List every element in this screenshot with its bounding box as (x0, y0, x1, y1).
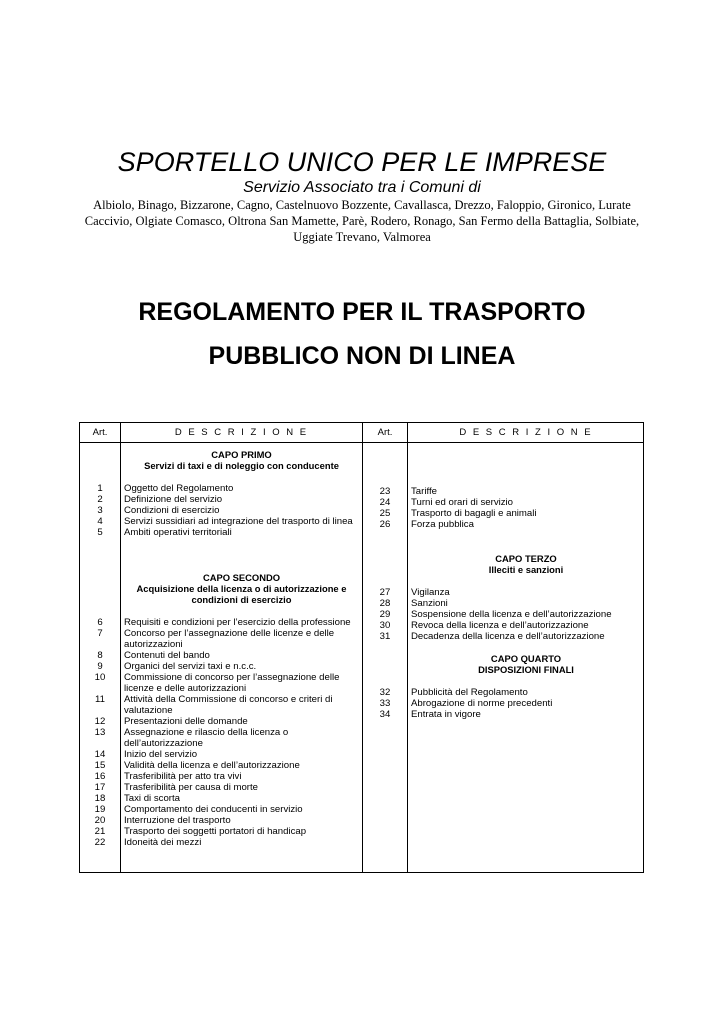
table-of-contents (79, 422, 644, 873)
article-number: 15 (94, 760, 106, 771)
article-number: 31 (379, 631, 391, 642)
article-titles-group-4 (411, 587, 643, 642)
article-number: 32 (379, 687, 391, 698)
article-title: Vigilanza (411, 587, 450, 598)
article-title: Decadenza della licenza e dell’autorizzazione (411, 631, 605, 642)
article-title: Presentazioni delle domande (124, 716, 248, 727)
article-numbers-group-2 (80, 617, 120, 848)
article-titles-group-2 (124, 617, 360, 848)
article-title: Trasporto dei soggetti portatori di handicap (124, 826, 307, 837)
municipalities-list: Albiolo, Binago, Bizzarone, Cagno, Castelnuovo Bozzente, Cavallasca, Drezzo, Faloppio, Gironico, Lurate Caccivio, Olgiate Comasco, Oltrona San Mamette, Parè, Rodero, Ronago, San Fermo della Battaglia, Solbiate, Uggiate Trevano, Valmorea (84, 198, 640, 244)
article-number-spacer (80, 738, 120, 749)
article-title: Trasferibilità per atto tra vivi (124, 771, 242, 782)
document-title-line-2: PUBBLICO NON DI LINEA (208, 342, 516, 370)
column-divider (120, 423, 121, 872)
article-numbers-group-4 (363, 587, 407, 642)
article-title: Oggetto del Regolamento (124, 483, 234, 494)
column-divider (407, 423, 408, 872)
document-title-line-1: REGOLAMENTO PER IL TRASPORTO (138, 298, 586, 326)
article-title: Sanzioni (411, 598, 448, 609)
capo-primo-heading (121, 449, 362, 471)
article-title: Forza pubblica (411, 519, 474, 530)
capo-quarto-subtitle: DISPOSIZIONI FINALI (478, 664, 574, 675)
article-title: Inizio del servizio (124, 749, 198, 760)
article-title: Commissione di concorso per l’assegnazione delle licenze e delle autorizzazioni (124, 672, 340, 694)
article-title: Taxi di scorta (124, 793, 180, 804)
article-number: 20 (94, 815, 106, 826)
article-number: 16 (94, 771, 106, 782)
article-numbers-group-1 (80, 483, 120, 538)
article-number-spacer (80, 705, 120, 716)
article-title: Trasporto di bagagli e animali (411, 508, 537, 519)
capo-terzo-heading (408, 553, 644, 575)
article-number: 3 (97, 505, 103, 516)
article-number: 26 (379, 519, 391, 530)
article-titles-group-3 (411, 486, 641, 530)
article-title: Validità della licenza e dell’autorizzazione (124, 760, 300, 771)
article-number: 27 (379, 587, 391, 598)
article-title: Contenuti del bando (124, 650, 210, 661)
article-number-spacer (80, 683, 120, 694)
article-number: 6 (97, 617, 103, 628)
article-title: Interruzione del trasporto (124, 815, 231, 826)
capo-quarto-title: CAPO QUARTO (490, 653, 562, 664)
article-title: Concorso per l’assegnazione delle licenze e delle autorizzazioni (124, 628, 335, 650)
article-title: Idoneità dei mezzi (124, 837, 202, 848)
header-art-right: Art. (377, 427, 393, 438)
article-number: 13 (94, 727, 106, 738)
article-number: 12 (94, 716, 106, 727)
article-number: 5 (97, 527, 103, 538)
header-art-left: Art. (92, 427, 108, 438)
article-numbers-group-3 (363, 486, 407, 530)
article-number: 4 (97, 516, 103, 527)
article-title: Sospensione della licenza e dell’autorizzazione (411, 609, 612, 620)
article-title: Revoca della licenza e dell’autorizzazione (411, 620, 589, 631)
article-title: Attività della Commissione di concorso e criteri di valutazione (124, 694, 333, 716)
article-number: 17 (94, 782, 106, 793)
capo-terzo-title: CAPO TERZO (495, 553, 557, 564)
capo-secondo-subtitle: Acquisizione della licenza o di autorizzazione e condizioni di esercizio (136, 583, 347, 605)
article-title: Organici del servizi taxi e n.c.c. (124, 661, 257, 672)
article-number: 21 (94, 826, 106, 837)
article-number: 18 (94, 793, 106, 804)
article-title: Pubblicità del Regolamento (411, 687, 528, 698)
capo-quarto-heading (408, 653, 644, 675)
article-numbers-group-5 (363, 687, 407, 720)
article-number: 34 (379, 709, 391, 720)
article-title: Definizione del servizio (124, 494, 223, 505)
article-title: Entrata in vigore (411, 709, 481, 720)
header-divider (80, 442, 643, 443)
article-number: 30 (379, 620, 391, 631)
article-title: Requisiti e condizioni per l’esercizio della professione (124, 617, 351, 628)
article-number: 19 (94, 804, 106, 815)
article-number: 11 (95, 694, 105, 705)
capo-secondo-heading (130, 572, 353, 605)
article-number: 8 (97, 650, 103, 661)
document-header (0, 146, 724, 245)
article-number: 2 (97, 494, 103, 505)
article-number: 29 (379, 609, 391, 620)
article-number: 28 (379, 598, 391, 609)
capo-primo-title: CAPO PRIMO (211, 449, 272, 460)
article-title: Ambiti operativi territoriali (124, 527, 232, 538)
article-number: 14 (94, 749, 106, 760)
article-titles-group-5 (411, 687, 641, 720)
article-number: 10 (94, 672, 106, 683)
article-number: 23 (379, 486, 391, 497)
article-title: Comportamento dei conducenti in servizio (124, 804, 303, 815)
capo-terzo-subtitle: Illeciti e sanzioni (488, 564, 564, 575)
article-number: 1 (97, 483, 103, 494)
article-title: Condizioni di esercizio (124, 505, 220, 516)
header-description-right: D E S C R I Z I O N E (459, 427, 593, 438)
article-number-spacer (80, 639, 120, 650)
article-number: 33 (379, 698, 391, 709)
office-title: SPORTELLO UNICO PER LE IMPRESE (117, 147, 607, 177)
document-title (0, 290, 724, 378)
article-titles-group-1 (124, 483, 360, 538)
article-title: Servizi sussidiari ad integrazione del trasporto di linea (124, 516, 353, 527)
article-number: 7 (97, 628, 103, 639)
article-title: Abrogazione di norme precedenti (411, 698, 553, 709)
article-title: Trasferibilità per causa di morte (124, 782, 259, 793)
article-number: 9 (97, 661, 103, 672)
article-number: 25 (379, 508, 391, 519)
article-title: Assegnazione e rilascio della licenza o dell’autorizzazione (124, 727, 289, 749)
capo-secondo-title: CAPO SECONDO (202, 572, 281, 583)
article-title: Turni ed orari di servizio (411, 497, 514, 508)
office-subtitle: Servizio Associato tra i Comuni di (243, 179, 481, 196)
article-number: 24 (379, 497, 391, 508)
header-description-left: D E S C R I Z I O N E (174, 427, 309, 438)
capo-primo-subtitle: Servizi di taxi e di noleggio con conducente (144, 460, 339, 471)
article-number: 22 (94, 837, 106, 848)
article-title: Tariffe (411, 486, 437, 497)
